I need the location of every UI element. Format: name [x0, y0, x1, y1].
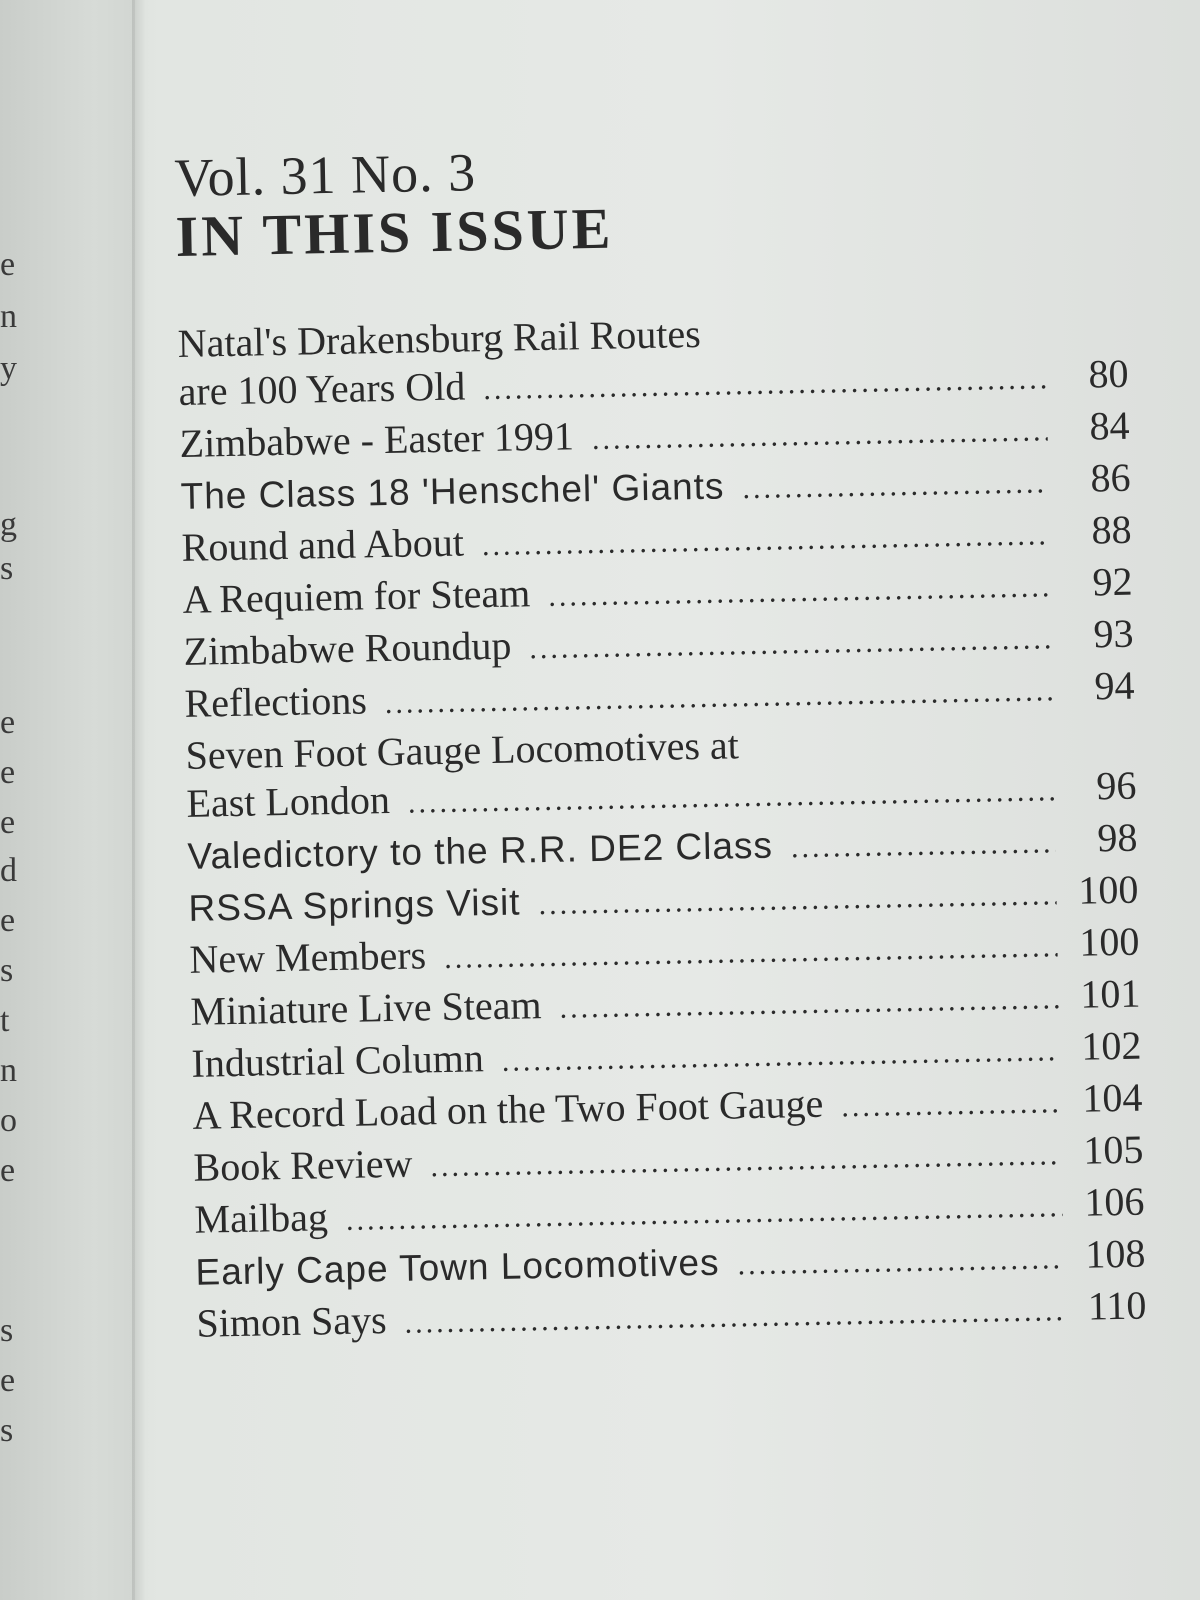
page-number: 84	[1089, 402, 1130, 449]
volume-number: Vol. 31 No. 3	[173, 142, 477, 208]
page-number: 80	[1088, 350, 1129, 397]
edge-letter: s	[0, 1412, 14, 1449]
entry-title: are 100 Years Old	[178, 363, 466, 414]
edge-letter: g	[0, 506, 17, 543]
edge-letter: s	[0, 952, 14, 989]
page-number: 104	[1081, 1074, 1143, 1121]
entry-title: A Record Load on the Two Foot Gauge	[192, 1080, 824, 1138]
facing-page-cut-text	[0, 0, 30, 1600]
page-number: 96	[1095, 762, 1137, 809]
entry-title: Zimbabwe - Easter 1991	[179, 413, 575, 466]
page-fold-shadow	[132, 0, 146, 1600]
edge-letter: e	[0, 1152, 16, 1189]
dot-leader	[538, 871, 1057, 929]
edge-letter: y	[0, 350, 17, 387]
list-item	[177, 302, 1129, 420]
entry-title: Book Review	[193, 1140, 413, 1190]
edge-letter: n	[0, 298, 17, 335]
edge-letter: d	[0, 852, 17, 889]
entry-title: Simon Says	[196, 1297, 387, 1346]
dot-leader	[559, 975, 1059, 1033]
section-heading: IN THIS ISSUE	[175, 195, 614, 269]
edge-letter: n	[0, 1052, 17, 1089]
entry-title: Seven Foot Gauge Locomotives at	[185, 722, 740, 778]
entry-title: Natal's Drakensburg Rail Routes	[177, 310, 702, 366]
entry-title: Valedictory to the R.R. DE2 Class	[187, 824, 774, 877]
entry-title: Mailbag	[194, 1194, 329, 1242]
page-number: 102	[1080, 1022, 1142, 1069]
edge-letter: e	[0, 704, 16, 741]
entry-title: East London	[186, 776, 391, 826]
page-number: 86	[1090, 454, 1131, 501]
entry-title: Industrial Column	[191, 1035, 485, 1086]
edge-letter: e	[0, 804, 16, 841]
page-number: 100	[1077, 866, 1139, 913]
table-of-contents-block	[174, 132, 1147, 1352]
dot-leader	[742, 459, 1049, 513]
edge-letter: t	[0, 1002, 10, 1039]
edge-letter: e	[0, 754, 16, 791]
dot-leader	[791, 819, 1056, 872]
dot-leader	[548, 563, 1051, 621]
edge-letter: e	[0, 246, 16, 283]
page-number: 100	[1078, 918, 1140, 965]
entry-title: Reflections	[184, 677, 368, 726]
entry-title: The Class 18 'Henschel' Giants	[180, 465, 725, 517]
list-item	[185, 714, 1137, 832]
dot-leader	[592, 407, 1049, 464]
page-number: 110	[1087, 1282, 1147, 1329]
entry-title: A Requiem for Steam	[182, 570, 531, 622]
entry-title: RSSA Springs Visit	[188, 881, 521, 929]
entry-title: Zimbabwe Roundup	[183, 622, 512, 674]
page-number: 92	[1092, 558, 1133, 605]
page-number: 106	[1083, 1178, 1145, 1225]
dot-leader	[737, 1235, 1064, 1289]
dot-leader	[841, 1079, 1061, 1131]
page-number: 98	[1096, 814, 1138, 861]
edge-letter: s	[0, 1312, 14, 1349]
page-number: 105	[1082, 1126, 1144, 1173]
contents-list	[177, 302, 1147, 1352]
page-number: 101	[1079, 970, 1141, 1017]
page-number: 93	[1093, 610, 1134, 657]
entry-title: Miniature Live Steam	[190, 982, 542, 1034]
dot-leader	[529, 615, 1052, 673]
page-number: 94	[1094, 662, 1135, 709]
page-number: 88	[1091, 506, 1132, 553]
entry-title: Early Cape Town Locomotives	[195, 1241, 720, 1293]
page-number: 108	[1084, 1230, 1146, 1277]
edge-letter: o	[0, 1102, 17, 1139]
edge-letter: e	[0, 1362, 16, 1399]
edge-letter: s	[0, 550, 14, 587]
entry-title: New Members	[189, 932, 427, 982]
entry-title: Round and About	[181, 519, 465, 570]
edge-letter: e	[0, 902, 16, 939]
